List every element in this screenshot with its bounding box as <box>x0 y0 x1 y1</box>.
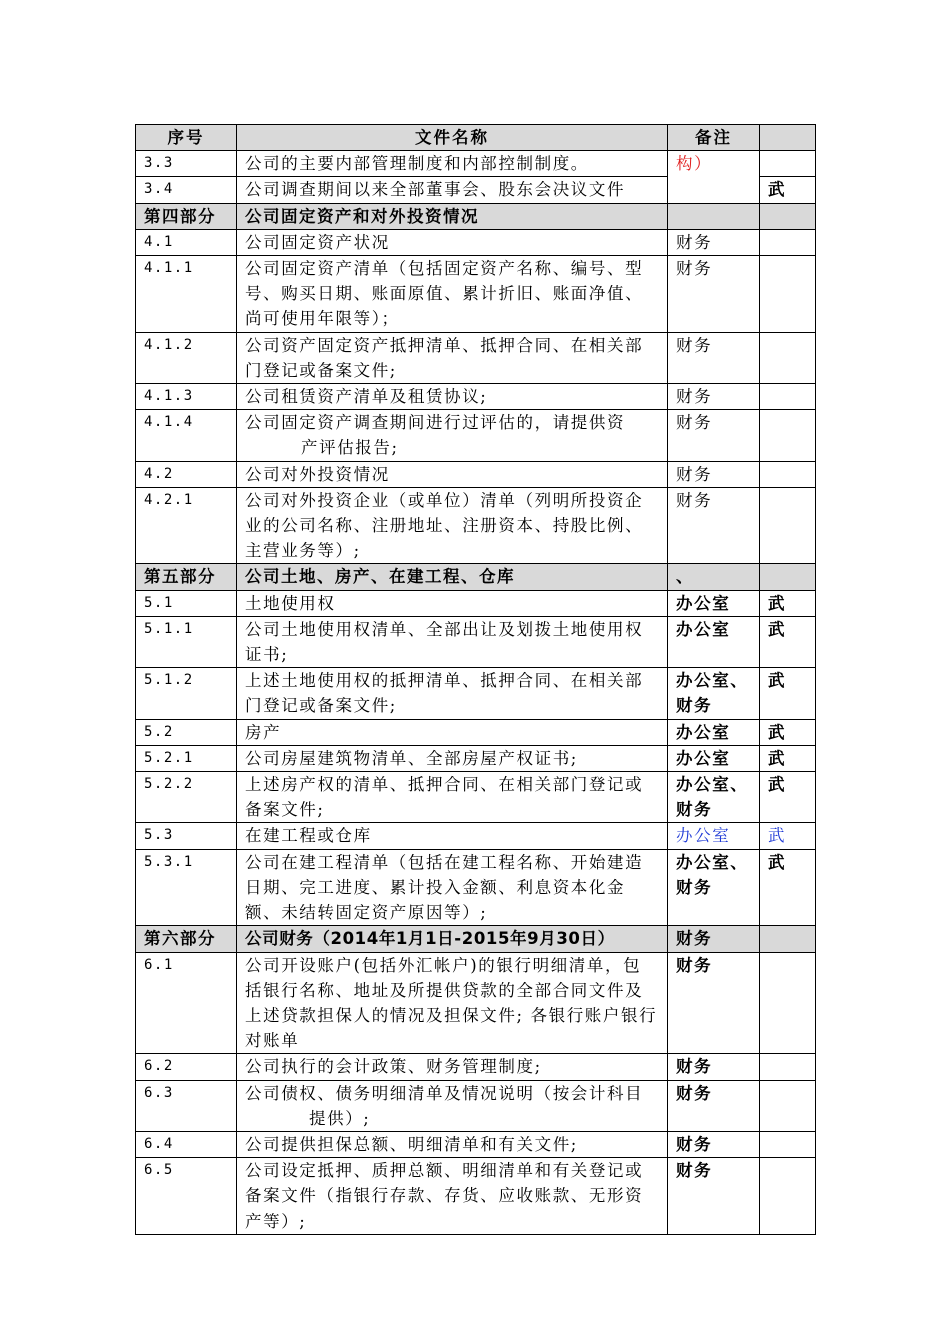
section-row <box>136 926 816 952</box>
row-doc-name: 公司资产固定资产抵押清单、抵押合同、在相关部门登记或备案文件; <box>237 332 668 383</box>
row-number: 4.1 <box>136 229 237 255</box>
header-extra <box>760 125 816 151</box>
row-doc-name: 公司开设账户(包括外汇帐户)的银行明细清单，包括银行名称、地址及所提供贷款的全部合同文件及上述贷款担保人的情况及担保文件; 各银行账户银行对账单 <box>237 952 668 1054</box>
row-doc-name: 公司的主要内部管理制度和内部控制制度。 <box>237 151 668 177</box>
section-title: 公司土地、房产、在建工程、仓库 <box>237 564 668 590</box>
row-doc-name: 公司提供担保总额、明细清单和有关文件; <box>237 1131 668 1157</box>
row-extra <box>760 256 816 333</box>
row-number: 4.1.1 <box>136 256 237 333</box>
section-extra <box>760 564 816 590</box>
row-number: 4.1.2 <box>136 332 237 383</box>
table-row <box>136 668 816 719</box>
row-extra <box>760 1054 816 1080</box>
row-doc-name <box>237 410 668 461</box>
row-extra <box>760 332 816 383</box>
row-number: 5.2 <box>136 719 237 745</box>
row-extra <box>760 151 816 177</box>
table-row <box>136 384 816 410</box>
row-note: 财务 <box>668 1054 760 1080</box>
row-doc-name: 公司调查期间以来全部董事会、股东会决议文件 <box>237 177 668 203</box>
table-row <box>136 151 816 177</box>
table-row <box>136 590 816 616</box>
section-note: 、 <box>668 564 760 590</box>
row-doc-name: 公司执行的会计政策、财务管理制度; <box>237 1054 668 1080</box>
row-doc-name: 在建工程或仓库 <box>237 823 668 849</box>
row-extra <box>760 487 816 564</box>
row-note: 财务 <box>668 229 760 255</box>
row-extra <box>760 1080 816 1131</box>
row-extra <box>760 1131 816 1157</box>
table-row <box>136 952 816 1054</box>
table-row <box>136 332 816 383</box>
row-extra: 武 <box>760 823 816 849</box>
row-number: 3.3 <box>136 151 237 177</box>
document-list-table <box>135 124 816 1235</box>
row-doc-name: 公司租赁资产清单及租赁协议; <box>237 384 668 410</box>
row-doc-name: 房产 <box>237 719 668 745</box>
row-note: 财务 <box>668 1158 760 1235</box>
row-number: 6.5 <box>136 1158 237 1235</box>
row-note: 财务 <box>668 256 760 333</box>
row-number: 6.2 <box>136 1054 237 1080</box>
table-row <box>136 719 816 745</box>
header-doc-name: 文件名称 <box>237 125 668 151</box>
row-number: 4.2 <box>136 461 237 487</box>
row-doc-name: 公司对外投资情况 <box>237 461 668 487</box>
row-number: 5.2.1 <box>136 745 237 771</box>
table-row <box>136 461 816 487</box>
row-doc-name: 上述土地使用权的抵押清单、抵押合同、在相关部门登记或备案文件; <box>237 668 668 719</box>
row-extra: 武 <box>760 849 816 926</box>
table-row <box>136 772 816 823</box>
row-number: 4.1.3 <box>136 384 237 410</box>
row-number: 6.1 <box>136 952 237 1054</box>
row-number: 5.1.2 <box>136 668 237 719</box>
row-doc-name-line: 公司固定资产调查期间进行过评估的，请提供资 <box>245 413 626 433</box>
row-note: 办公室、财务 <box>668 772 760 823</box>
row-extra: 武 <box>760 668 816 719</box>
row-doc-name: 公司设定抵押、质押总额、明细清单和有关登记或备案文件（指银行存款、存货、应收账款、无形资产等）; <box>237 1158 668 1235</box>
row-extra <box>760 229 816 255</box>
row-note: 办公室、财务 <box>668 849 760 926</box>
row-number: 5.3.1 <box>136 849 237 926</box>
row-note: 财务 <box>668 1080 760 1131</box>
table-row <box>136 745 816 771</box>
row-extra: 武 <box>760 616 816 667</box>
row-note: 办公室 <box>668 590 760 616</box>
row-doc-name: 公司土地使用权清单、全部出让及划拨土地使用权证书; <box>237 616 668 667</box>
row-extra: 武 <box>760 745 816 771</box>
table-row <box>136 616 816 667</box>
row-extra: 武 <box>760 177 816 203</box>
row-doc-name: 土地使用权 <box>237 590 668 616</box>
section-note: 财务 <box>668 926 760 952</box>
row-extra <box>760 461 816 487</box>
table-row <box>136 410 816 461</box>
row-number: 3.4 <box>136 177 237 203</box>
row-note: 办公室、财务 <box>668 668 760 719</box>
section-number: 第五部分 <box>136 564 237 590</box>
table-header-row <box>136 125 816 151</box>
table-row <box>136 1131 816 1157</box>
row-note: 财务 <box>668 410 760 461</box>
table-row <box>136 1080 816 1131</box>
row-number: 5.2.2 <box>136 772 237 823</box>
table-row <box>136 823 816 849</box>
table-row <box>136 487 816 564</box>
row-doc-name-line: 产评估报告; <box>301 438 399 458</box>
header-note: 备注 <box>668 125 760 151</box>
row-doc-name-line: 公司债权、债务明细清单及情况说明（按会计科目 <box>245 1083 644 1103</box>
row-extra <box>760 410 816 461</box>
row-note: 财务 <box>668 461 760 487</box>
row-number: 4.1.4 <box>136 410 237 461</box>
row-note: 办公室 <box>668 616 760 667</box>
row-number: 5.1 <box>136 590 237 616</box>
row-number: 5.3 <box>136 823 237 849</box>
section-note <box>668 203 760 229</box>
row-number: 4.2.1 <box>136 487 237 564</box>
row-note: 构） <box>668 151 760 203</box>
row-note: 财务 <box>668 952 760 1054</box>
row-extra: 武 <box>760 590 816 616</box>
row-extra <box>760 952 816 1054</box>
section-number: 第四部分 <box>136 203 237 229</box>
row-extra <box>760 1158 816 1235</box>
table-row <box>136 229 816 255</box>
section-number: 第六部分 <box>136 926 237 952</box>
table-row <box>136 256 816 333</box>
row-note: 财务 <box>668 1131 760 1157</box>
row-note: 财务 <box>668 332 760 383</box>
row-extra: 武 <box>760 719 816 745</box>
row-number: 6.4 <box>136 1131 237 1157</box>
row-note: 财务 <box>668 384 760 410</box>
row-doc-name: 上述房产权的清单、抵押合同、在相关部门登记或备案文件; <box>237 772 668 823</box>
row-note: 财务 <box>668 487 760 564</box>
section-row <box>136 564 816 590</box>
row-doc-name-line: 提供）; <box>309 1108 371 1128</box>
row-doc-name: 公司固定资产清单（包括固定资产名称、编号、型号、购买日期、账面原值、累计折旧、账面净值、尚可使用年限等）； <box>237 256 668 333</box>
table-row <box>136 1158 816 1235</box>
table-row <box>136 849 816 926</box>
row-doc-name <box>237 1080 668 1131</box>
row-number: 6.3 <box>136 1080 237 1131</box>
row-number: 5.1.1 <box>136 616 237 667</box>
row-extra: 武 <box>760 772 816 823</box>
row-doc-name: 公司房屋建筑物清单、全部房屋产权证书; <box>237 745 668 771</box>
header-seq: 序号 <box>136 125 237 151</box>
row-doc-name: 公司对外投资企业（或单位）清单（列明所投资企业的公司名称、注册地址、注册资本、持股比例、主营业务等）; <box>237 487 668 564</box>
row-extra <box>760 384 816 410</box>
row-doc-name: 公司在建工程清单（包括在建工程名称、开始建造日期、完工进度、累计投入金额、利息资本化金额、未结转固定资产原因等）; <box>237 849 668 926</box>
section-row <box>136 203 816 229</box>
section-title: 公司财务（2014年1月1日-2015年9月30日） <box>237 926 668 952</box>
section-title: 公司固定资产和对外投资情况 <box>237 203 668 229</box>
row-note: 办公室 <box>668 823 760 849</box>
row-note: 办公室 <box>668 745 760 771</box>
table-row <box>136 1054 816 1080</box>
row-note: 办公室 <box>668 719 760 745</box>
section-extra <box>760 203 816 229</box>
section-extra <box>760 926 816 952</box>
row-doc-name: 公司固定资产状况 <box>237 229 668 255</box>
